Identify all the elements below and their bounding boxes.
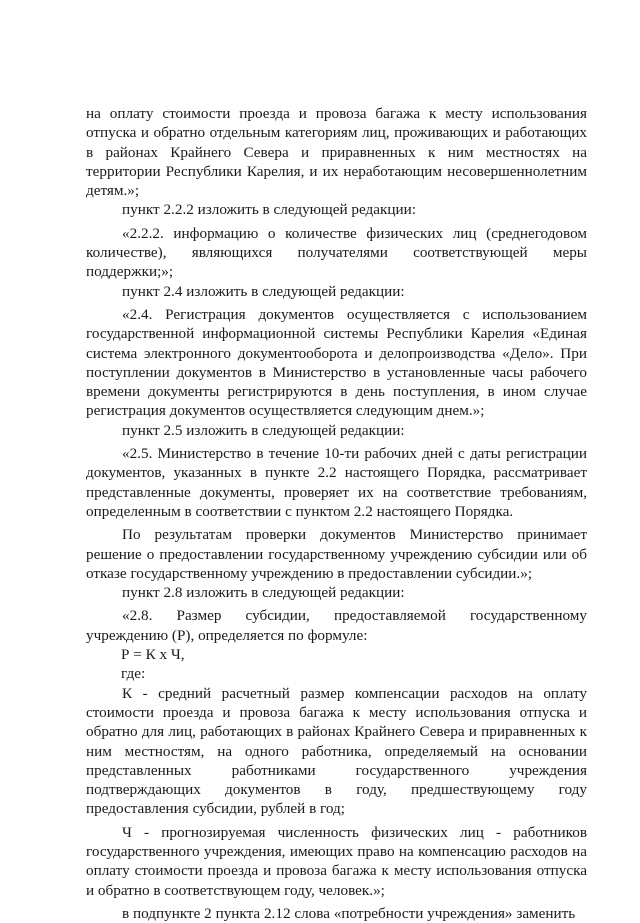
paragraph: пункт 2.4 изложить в следующей редакции: (122, 282, 405, 300)
paragraph: пункт 2.8 изложить в следующей редакции: (122, 584, 405, 602)
paragraph: в подпункте 2 пункта 2.12 слова «потребности учреждения» заменить (122, 904, 576, 922)
paragraph: пункт 2.5 изложить в следующей редакции: (122, 421, 405, 439)
paragraph: «2.2.2. информацию о количестве физических лиц (среднегодовом количестве), являющихся получателями соответствующей меры поддержки;»; (86, 224, 587, 281)
paragraph: «2.4. Регистрация документов осуществляется с использованием государственной информационной системы Республики Карелия «Единая система электронного документооборота и делопроизводства «Дело». При поступлении документов в Министерство в установленные часы рабочего времени документы регистрируются в день поступления, в ином случае регистрация документов осуществляется следующим днем.»; (86, 305, 587, 420)
paragraph: на оплату стоимости проезда и провоза багажа к месту использования отпуска и обратно отдельным категориям лиц, проживающих и работающих в районах Крайнего Севера и приравненных к ним местностях на территории Республики Карелия, и их неработающим несовершеннолетним детям.»; (86, 105, 587, 200)
paragraph: «2.5. Министерство в течение 10-ти рабочих дней с даты регистрации документов, указанных в пункте 2.2 настоящего Порядка, рассматривает представленные документы, проверяет их на соответствие требованиям, определенным в соответствии с пунктом 2.2 настоящего Порядка. (86, 445, 587, 520)
paragraph: «2.8. Размер субсидии, предоставляемой государственному учреждению (Р), определяется по формуле: (86, 607, 587, 644)
paragraph: По результатам проверки документов Министерство принимает решение о предоставлении государственному учреждению субсидии или об отказе государственному учреждению в предоставлении субсидии.»; (86, 526, 587, 582)
formula-where: где: (121, 665, 146, 683)
document-body (86, 104, 587, 923)
definition-k: К - средний расчетный размер компенсации расходов на оплату стоимости проезда и провоза багажа к месту использования отпуска и обратно для лиц, работающих в районах Крайнего Севера и приравненных к ним местностям, на одного работника, определяемый на основании представленных работниками государственного учреждения подтверждающих документов в году, предшествующему году предоставления субсидии, рублей в год; (86, 684, 587, 818)
formula: Р = К х Ч, (121, 646, 185, 664)
paragraph: пункт 2.2.2 изложить в следующей редакции: (122, 201, 416, 219)
definition-ch: Ч - прогнозируемая численность физических лиц - работников государственного учреждения, имеющих право на компенсацию расходов на оплату стоимости проезда и провоза багажа к месту использования отпуска и обратно в соответствующем году, человек.»; (86, 823, 587, 899)
